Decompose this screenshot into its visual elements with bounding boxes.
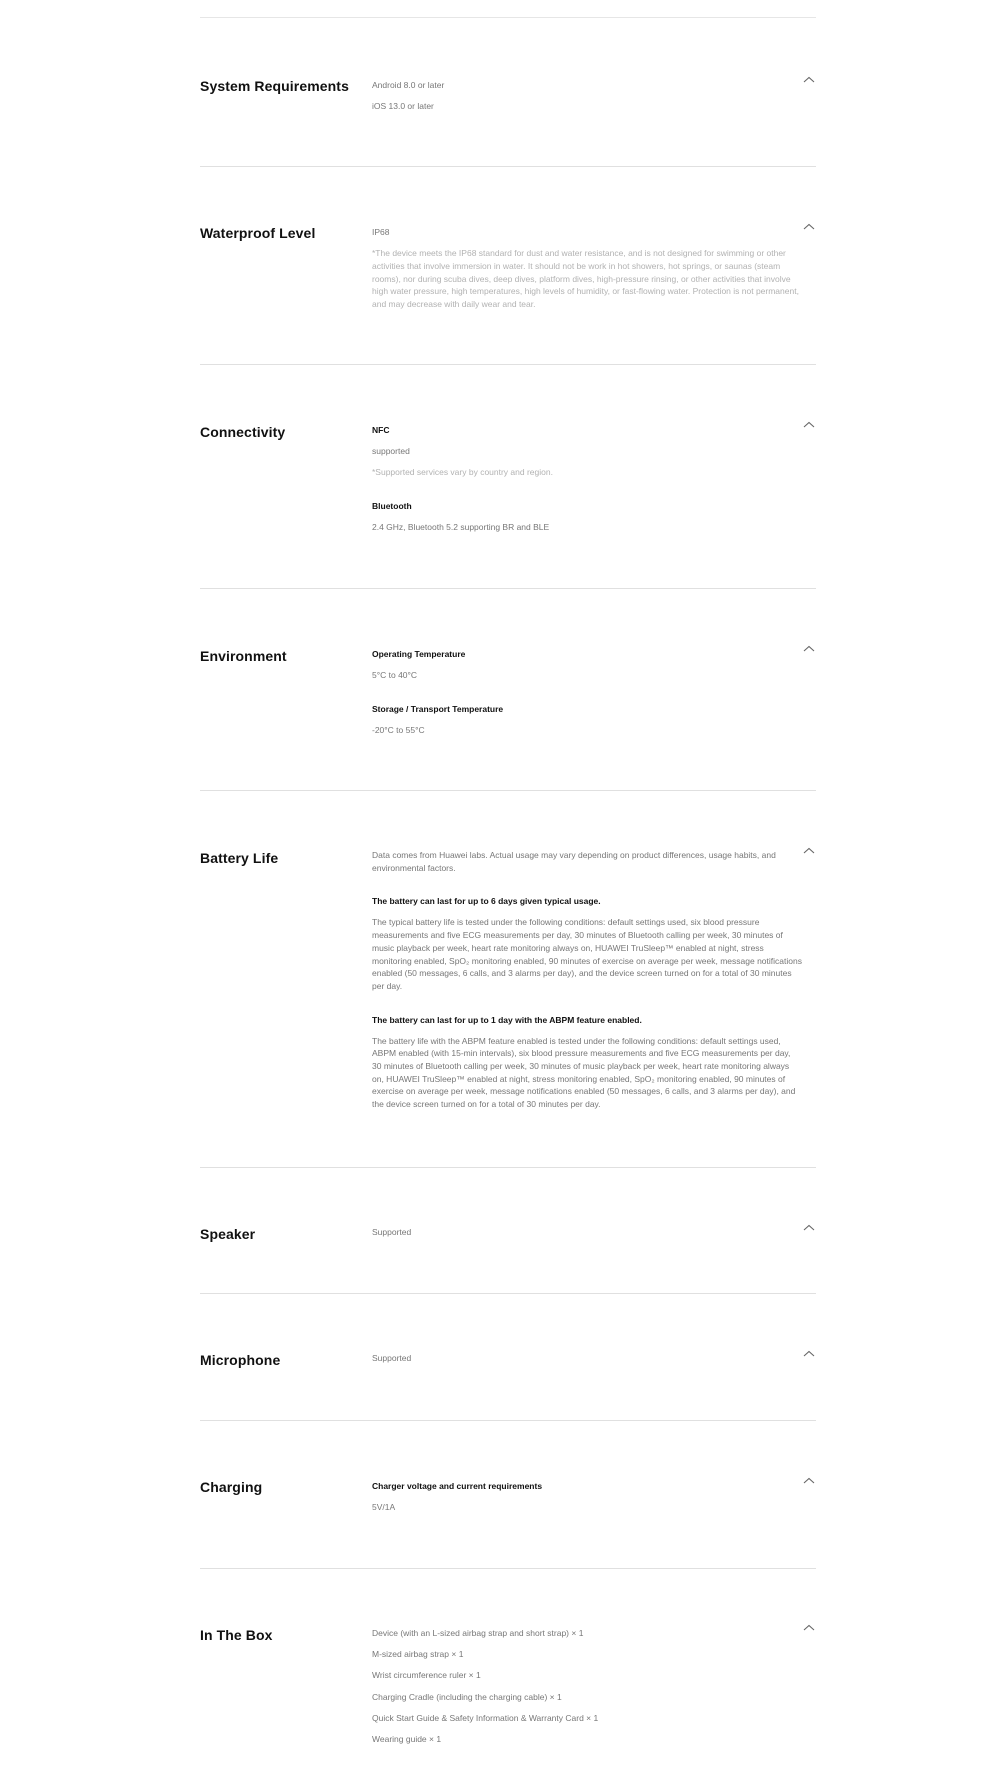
section-title: System Requirements (200, 78, 349, 94)
section-content (372, 849, 802, 1111)
chevron-up-icon[interactable] (802, 1623, 816, 1633)
section-title: Battery Life (200, 850, 279, 866)
specifications-list (200, 17, 816, 1759)
box-item: Charging Cradle (including the charging cable) × 1 (372, 1691, 562, 1702)
spec-label: Storage / Transport Temperature (372, 703, 504, 714)
spec-value: 2.4 GHz, Bluetooth 5.2 supporting BR and BLE (372, 521, 550, 532)
chevron-up-icon[interactable] (802, 846, 816, 856)
section-title: Charging (200, 1479, 263, 1495)
section-content (372, 79, 802, 113)
section-content (372, 1480, 802, 1514)
section-content (372, 648, 802, 736)
spec-value: Data comes from Huawei labs. Actual usage may vary depending on product differences, usage habits, and environmental factors. (372, 850, 776, 873)
spec-note: *Supported services vary by country and region. (372, 467, 553, 478)
section-content (372, 1226, 802, 1239)
section-waterproof-level (200, 167, 816, 365)
chevron-up-icon[interactable] (802, 644, 816, 654)
chevron-up-icon[interactable] (802, 75, 816, 85)
section-microphone (200, 1294, 816, 1421)
section-title: Environment (200, 648, 287, 664)
section-title: Microphone (200, 1352, 281, 1368)
chevron-up-icon[interactable] (802, 1476, 816, 1486)
spec-value: Supported (372, 1227, 412, 1237)
section-battery-life (200, 791, 816, 1168)
spec-value: The typical battery life is tested under the following conditions: default settings used, six blood pressure measurements and five ECG measurements per day, 30 minutes of Bluetooth calling per week, 30 minutes of music playback per week, heart rate monitoring always on, HUAWEI TruSleep™ enabled at night, stress monitoring enabled, SpO₂ monitoring enabled, 90 minutes of exercise on average per week, message notifications enabled (50 messages, 6 calls, and 3 alarms per day), and the device screen turned on for a total of 30 minutes per day. (372, 917, 802, 991)
section-charging (200, 1421, 816, 1569)
spec-value: supported (372, 446, 410, 456)
spec-label: NFC (372, 425, 390, 435)
chevron-up-icon[interactable] (802, 1223, 816, 1233)
section-content (372, 424, 802, 534)
spec-value: 5°C to 40°C (372, 670, 418, 680)
section-title: Waterproof Level (200, 225, 316, 241)
spec-label: The battery can last for up to 6 days given typical usage. (372, 896, 601, 907)
box-item: Wrist circumference ruler × 1 (372, 1670, 481, 1681)
spec-value: Supported (372, 1353, 412, 1363)
section-connectivity (200, 365, 816, 589)
section-title: Connectivity (200, 424, 286, 440)
spec-value: IP68 (372, 227, 390, 237)
spec-value: Android 8.0 or later (372, 80, 445, 90)
spec-value: -20°C to 55°C (372, 724, 425, 735)
spec-label: Charger voltage and current requirements (372, 1481, 543, 1491)
spec-note: *The device meets the IP68 standard for dust and water resistance, and is not designed for swimming or other activities that involve immersion in water. It should not be work in hot showers, hot springs, or saunas (steam rooms), nor during scuba dives, deep dives, platform dives, high-pressure rinsing, or other activities that involve high water pressure, high temperatures, high levels of humidity, or fast-flowing water. Protection is not permanent, and may decrease with daily wear and tear. (372, 248, 799, 310)
spec-value: 5V/1A (372, 1502, 396, 1512)
section-content (372, 1627, 802, 1754)
spec-label: The battery can last for up to 1 day with the ABPM feature enabled. (372, 1014, 642, 1025)
section-title: In The Box (200, 1627, 273, 1643)
chevron-up-icon[interactable] (802, 222, 816, 232)
section-in-the-box (200, 1569, 816, 1759)
box-item: Wearing guide × 1 (372, 1734, 442, 1745)
section-system-requirements (200, 18, 816, 167)
chevron-up-icon[interactable] (802, 1349, 816, 1359)
box-item: Quick Start Guide & Safety Information & Warranty Card × 1 (372, 1712, 599, 1723)
section-content (372, 1352, 802, 1365)
section-speaker (200, 1168, 816, 1294)
section-content (372, 226, 802, 311)
spec-value: The battery life with the ABPM feature enabled is tested under the following conditions: default settings used, ABPM enabled (with 15-min intervals), six blood pressure measurements and five ECG measurements per day, 30 minutes of Bluetooth calling per week, 30 minutes of music playback per week, heart rate monitoring always on, HUAWEI TruSleep™ enabled at night, stress monitoring enabled, SpO₂ monitoring enabled, 90 minutes of exercise on average per week, message notifications enabled (50 messages, 6 calls, and 3 alarms per day), and the device screen turned on for a total of 30 minutes per day. (372, 1035, 796, 1110)
spec-label: Operating Temperature (372, 649, 466, 659)
section-title: Speaker (200, 1226, 256, 1242)
spec-label: Bluetooth (372, 500, 412, 511)
chevron-up-icon[interactable] (802, 420, 816, 430)
box-item: Device (with an L-sized airbag strap and short strap) × 1 (372, 1628, 584, 1638)
section-environment (200, 589, 816, 791)
spec-value: iOS 13.0 or later (372, 101, 434, 112)
box-item: M-sized airbag strap × 1 (372, 1649, 464, 1660)
